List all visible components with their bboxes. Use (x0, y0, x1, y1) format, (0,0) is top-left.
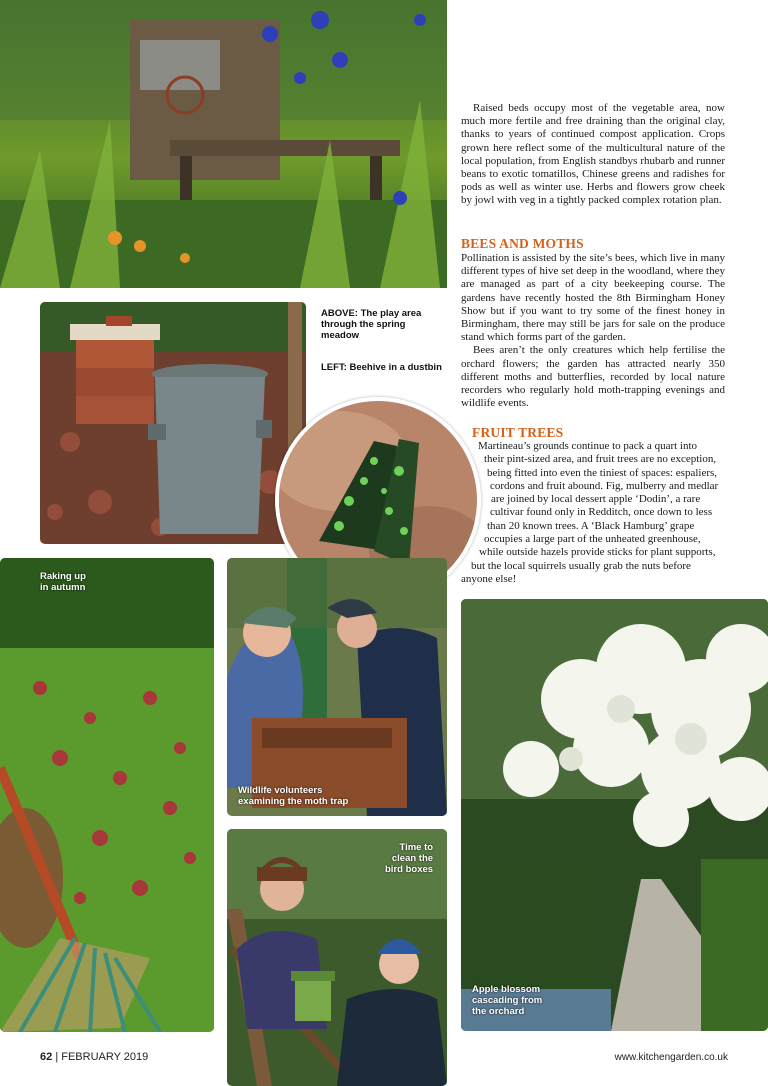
fruit-line: but the local squirrels usually grab the nuts before (471, 560, 691, 572)
play-area-caption: ABOVE: The play area through the spring meadow (321, 308, 422, 341)
bird-boxes-caption: Time to clean the bird boxes (385, 842, 434, 875)
volunteers-caption: Wildlife volunteers examining the moth trap (238, 785, 349, 807)
fruit-line: anyone else! (461, 573, 517, 585)
page-number: 62 (40, 1051, 53, 1063)
beehive-caption: LEFT: Beehive in a dustbin (321, 362, 442, 373)
bees-heading: BEES AND MOTHS (461, 236, 584, 251)
fruit-line: cultivar found only in Redditch, once down to less (490, 506, 713, 518)
bees-section (461, 252, 725, 410)
issue-date: FEBRUARY 2019 (61, 1051, 149, 1063)
beehive-photo (40, 302, 306, 544)
fruit-line: while outside hazels provide sticks for plant supports, (479, 546, 716, 558)
raking-photo (0, 558, 214, 1032)
footer-separator: | (55, 1051, 62, 1063)
fruit-line: occupies a large part of the unheated greenhouse, (484, 533, 701, 545)
raking-caption: Raking up in autumn (40, 571, 86, 593)
apple-blossom-caption: Apple blossom cascading from the orchard (472, 984, 543, 1017)
volunteers-photo (227, 558, 447, 816)
fruit-line: than 20 known trees. A ‘Black Hamburg’ grape (487, 520, 695, 532)
play-area-photo (0, 0, 447, 288)
intro-paragraph: Raised beds occupy most of the vegetable area, now much more fertile and free draining than the original clay, thanks to years of continued compost application. Crops grown here reflect some of the multicultural nature of the local population, from English standbys rhubarb and runner beans to exotic tomatillos, Chinese greens and radishes for pods as well as winter use. Herbs and flowers grow cheek by jowl with veg in a tightly packed complex rotation plan. (461, 102, 725, 207)
bees-paragraph-1: Pollination is assisted by the site’s bees, which live in many different types of hive set deep in the woodland, where they are managed as part of a city beekeeping course. The gardens have recently hosted the 8th Birmingham Honey Show but if you want to try some of the finest honey in Birmingham, there may still be jars for sale on the produce stand which forms part of the garden. (461, 252, 725, 344)
fruit-line: being fitted into even the tiniest of spaces: espaliers, (487, 467, 718, 479)
fruit-line: are joined by local dessert apple ‘Dodin’, a rare (491, 493, 701, 505)
fruit-line: cordons and fruit abound. Fig, mulberry and medlar (490, 480, 719, 492)
fruit-line: Martineau’s grounds continue to pack a quart into (478, 440, 698, 452)
apple-blossom-photo (461, 599, 768, 1031)
bees-paragraph-2: Bees aren’t the only creatures which help fertilise the orchard flowers; the garden has attracted nearly 350 different moths and butterflies, recorded by local nature recorders who regularly hold moth-trapping evenings and wildlife events. (461, 344, 725, 410)
fruit-line: their pint-sized area, and fruit trees are no exception, (484, 453, 717, 465)
website-link[interactable]: www.kitchengarden.co.uk (614, 1052, 728, 1063)
page-footer-left (40, 1051, 148, 1063)
fruit-heading: FRUIT TREES (472, 425, 564, 440)
